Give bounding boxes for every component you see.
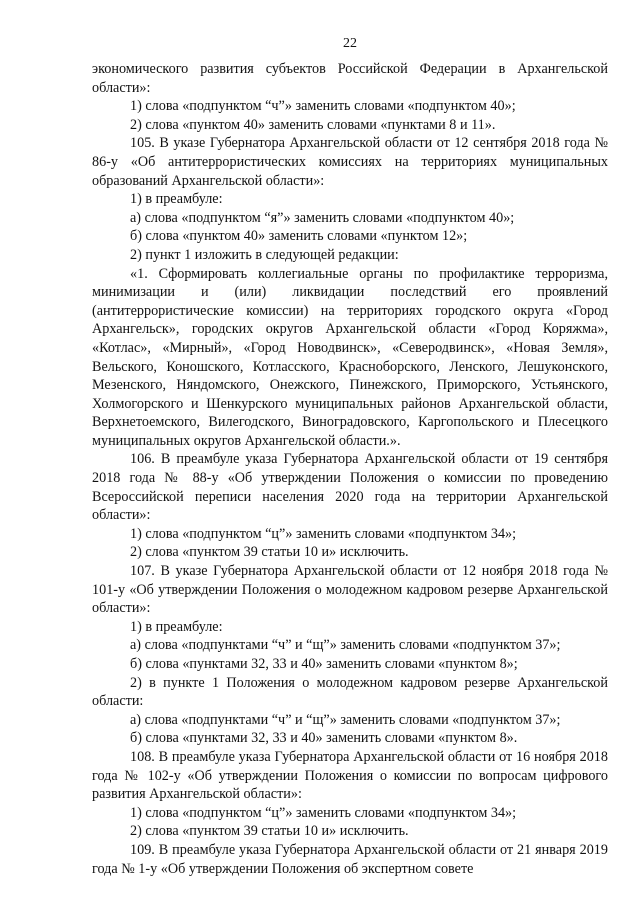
paragraph: 107. В указе Губернатора Архангельской области от 12 ноября 2018 года № 101-у «Об утверждении Положения о молодежном кадровом резерве Архангельской области»: <box>92 563 608 617</box>
paragraph: б) слова «пунктами 32, 33 и 40» заменить словами «пунктом 8»; <box>130 656 518 672</box>
paragraph: 2) в пункте 1 Положения о молодежном кадровом резерве Архангельской области: <box>92 674 608 710</box>
paragraph: б) слова «пунктами 32, 33 и 40» заменить словами «пунктом 8». <box>130 730 518 747</box>
paragraph: а) слова «подпунктами “ч” и “щ”» заменить словами «подпунктом 37»; <box>130 637 561 654</box>
paragraph: 108. В преамбуле указа Губернатора Архангельской области от 16 ноября 2018 года № 102-у «Об утверждении Положения о комиссии по вопросам цифрового развития Архангельской области»: <box>92 748 608 803</box>
document-body <box>92 60 608 878</box>
paragraph: а) слова «подпунктом “я”» заменить словами «подпунктом 40»; <box>130 209 515 226</box>
paragraph: 1) слова «подпунктом “ч”» заменить словами «подпунктом 40»; <box>130 98 516 115</box>
paragraph: 1) слова «подпунктом “ц”» заменить словами «подпунктом 34»; <box>130 804 517 821</box>
paragraph: а) слова «подпунктами “ч” и “щ”» заменить словами «подпунктом 37»; <box>130 711 561 728</box>
paragraph: 2) слова «пунктом 39 статьи 10 и» исключить. <box>130 823 409 840</box>
paragraph: 1) в преамбуле: <box>130 191 223 208</box>
page-number: 22 <box>343 36 357 51</box>
paragraph: 105. В указе Губернатора Архангельской области от 12 сентября 2018 года № 86-у «Об антитеррористических комиссиях на территориях муниципальных образований Архангельской области»: <box>92 135 608 189</box>
paragraph: 1) слова «подпунктом “ц”» заменить словами «подпунктом 34»; <box>130 525 517 542</box>
paragraph: 1) в преамбуле: <box>130 618 223 635</box>
paragraph: 2) слова «пунктом 39 статьи 10 и» исключить. <box>130 544 409 561</box>
paragraph: «1. Сформировать коллегиальные органы по профилактике терроризма, минимизации и (или) ликвидации последствий его проявлений (антитеррористические комиссии) на территориях городского округа «Город Архангельск», городских округов Архангельской области «Город Коряжма», «Котлас», «Мирный», «Город Новодвинск», «Северодвинск», «Новая Земля», Вельского, Коношского, Котласского, Красноборского, Ленского, Лешуконского, Мезенского, Няндомского, Онежского, Пинежского, Приморского, Устьянского, Холмогорского и Шенкурского муниципальных районов Архангельской области, Верхнетоемского, Вилегодского, Виноградовского, Каргопольского и Плесецкого муниципальных округов Архангельской области.». <box>92 265 608 449</box>
paragraph: экономического развития субъектов Российской Федерации в Архангельской области»: <box>92 61 608 96</box>
paragraph: 2) пункт 1 изложить в следующей редакции: <box>130 246 399 263</box>
paragraph: 106. В преамбуле указа Губернатора Архангельской области от 19 сентября 2018 года № 88-у «Об утверждении Положения о комиссии по проведению Всероссийской переписи населения 2020 года на территории Архангельской области»: <box>92 451 608 524</box>
paragraph: 2) слова «пунктом 40» заменить словами «пунктами 8 и 11». <box>130 116 496 133</box>
paragraph: б) слова «пунктом 40» заменить словами «пунктом 12»; <box>130 228 468 245</box>
paragraph: 109. В преамбуле указа Губернатора Архангельской области от 21 января 2019 года № 1-у «Об утверждении Положения об экспертном совете <box>92 841 608 877</box>
